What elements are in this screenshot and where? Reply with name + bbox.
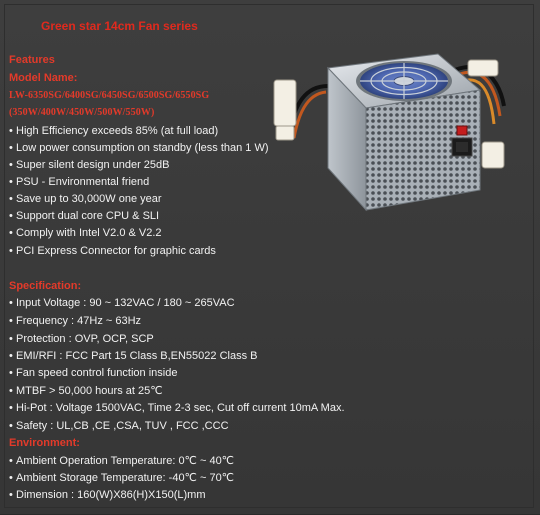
environment-item: • Ambient Storage Temperature: -40℃ ~ 70℃ [9, 472, 235, 484]
feature-item: • Comply with Intel V2.0 & V2.2 [9, 227, 162, 239]
features-heading: Features [9, 54, 55, 66]
spec-item: • Frequency : 47Hz ~ 63Hz [9, 315, 142, 327]
spec-item: • Protection : OVP, OCP, SCP [9, 333, 154, 345]
spec-item: • Fan speed control function inside [9, 367, 178, 379]
model-heading: Model Name: [9, 72, 78, 84]
feature-item: • PCI Express Connector for graphic cards [9, 245, 216, 257]
feature-item: • High Efficiency exceeds 85% (at full load) [9, 125, 219, 137]
spec-item: • MTBF > 50,000 hours at 25℃ [9, 385, 163, 397]
model-names: LW-6350SG/6400SG/6450SG/6500SG/6550SG [9, 90, 210, 101]
environment-heading: Environment: [9, 437, 80, 449]
page-title: Green star 14cm Fan series [41, 19, 198, 33]
environment-item: • Ambient Operation Temperature: 0℃ ~ 40℃ [9, 455, 235, 467]
spec-item: • Hi-Pot : Voltage 1500VAC, Time 2-3 sec, Cut off current 10mA Max. [9, 402, 345, 414]
spec-item: • EMI/RFI : FCC Part 15 Class B,EN55022 Class B [9, 350, 258, 362]
feature-item: • Support dual core CPU & SLI [9, 210, 160, 222]
spec-item: • Safety : UL,CB ,CE ,CSA, TUV , FCC ,CCC [9, 420, 229, 432]
specification-heading: Specification: [9, 280, 82, 292]
feature-item: • Save up to 30,000W one year [9, 193, 162, 205]
feature-item: • PSU - Environmental friend [9, 176, 150, 188]
model-watts: (350W/400W/450W/500W/550W) [9, 107, 155, 118]
feature-item: • Low power consumption on standby (less than 1 W) [9, 142, 269, 154]
spec-item: • Input Voltage : 90 ~ 132VAC / 180 ~ 265VAC [9, 297, 235, 309]
psu-icon [268, 46, 508, 212]
feature-item: • Super silent design under 25dB [9, 159, 170, 171]
environment-item: • Dimension : 160(W)X86(H)X150(L)mm [9, 489, 206, 501]
